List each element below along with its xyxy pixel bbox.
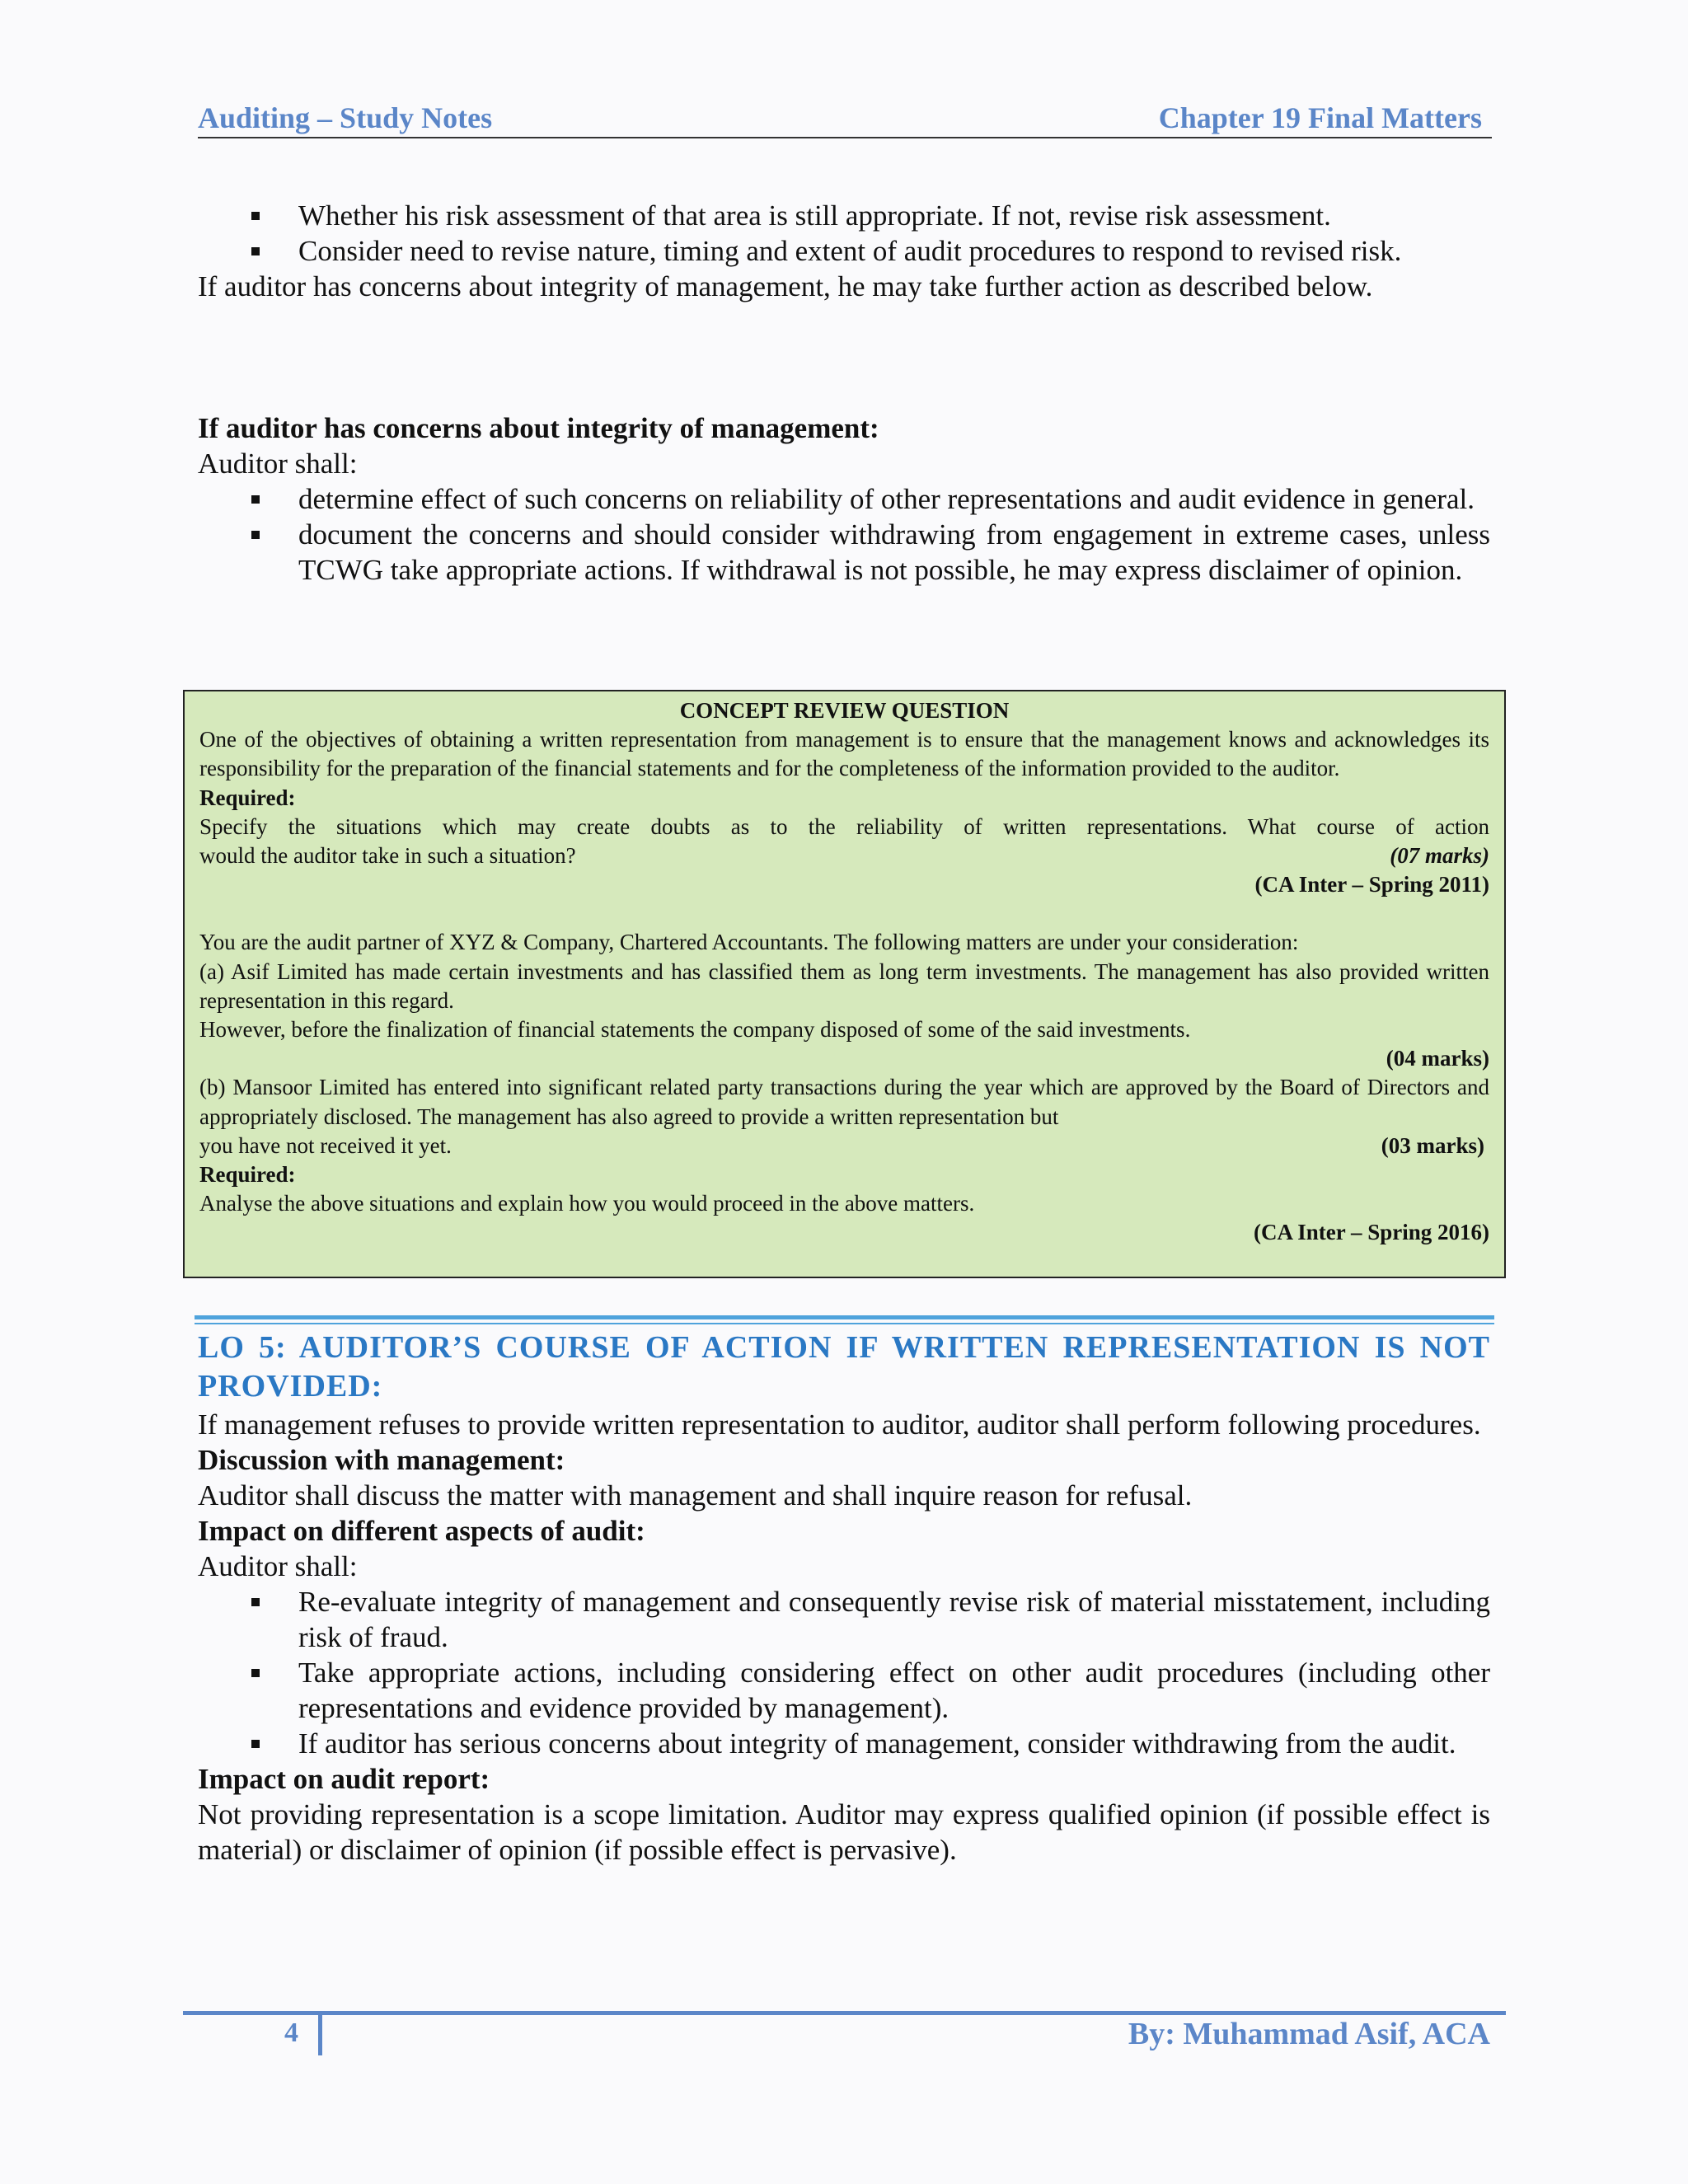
concept-box-title: CONCEPT REVIEW QUESTION (679, 698, 1010, 723)
top-bullet-list (198, 198, 1490, 269)
paragraph: Auditor shall: (198, 1550, 358, 1582)
list-item: Whether his risk assessment of that area is still appropriate. If not, revise risk assessment. (198, 198, 1490, 233)
header-divider (198, 137, 1492, 138)
list-item: Take appropriate actions, including considering effect on other audit procedures (including other representations and evidence provided by management). (198, 1655, 1490, 1726)
question-required-text: Analyse the above situations and explain how you would proceed in the above matters. (199, 1191, 975, 1216)
list-item: Re-evaluate integrity of management and consequently revise risk of material misstatement, including risk of fraud. (198, 1584, 1490, 1655)
paragraph: Not providing representation is a scope limitation. Auditor may express qualified opinion (if possible effect is material) or disclaimer of opinion (if possible effect is pervasive). (198, 1798, 1490, 1866)
list-item: document the concerns and should consider withdrawing from engagement in extreme cases, unless TCWG take appropriate actions. If withdrawal is not possible, he may express disclaimer of opinion. (198, 517, 1490, 588)
marks-label: (04 marks) (1386, 1046, 1489, 1071)
list-item: determine effect of such concerns on reliability of other representations and audit evidence in general. (198, 481, 1490, 517)
question-row (199, 841, 1489, 870)
top-section (198, 198, 1490, 304)
header-subject-title: Auditing – Study Notes (198, 101, 493, 134)
footer-author: By: Muhammad Asif, ACA (1128, 2017, 1490, 2051)
question-text: (b) Mansoor Limited has entered into significant related party transactions during the year which are approved by the Board of Directors and appropriately disclosed. The management has also agreed to provide a written representation but (199, 1075, 1489, 1129)
subheading-audit-report: Impact on audit report: (198, 1763, 490, 1795)
paragraph: If management refuses to provide written representation to auditor, auditor shall perform following procedures. (198, 1408, 1481, 1441)
page-number: 4 (284, 2018, 298, 2048)
question-required-text: Specify the situations which may create doubts as to the reliability of written representations. What course of action (199, 813, 1489, 839)
question-text: you have not received it yet. (199, 1132, 452, 1158)
required-label: Required: (199, 1162, 296, 1188)
concept-review-box (183, 690, 1506, 1278)
subheading-impact-aspects: Impact on different aspects of audit: (198, 1515, 645, 1547)
footer-divider (183, 2011, 1506, 2015)
paragraph: If auditor has concerns about integrity of management, he may take further action as described below. (198, 270, 1373, 302)
question-required-text: would the auditor take in such a situation? (199, 843, 576, 869)
section-divider (195, 1315, 1494, 1319)
paragraph: Auditor shall discuss the matter with management and shall inquire reason for refusal. (198, 1479, 1193, 1511)
list-item: If auditor has serious concerns about integrity of management, consider withdrawing from the audit. (198, 1726, 1490, 1761)
paragraph: Auditor shall: (198, 448, 358, 480)
marks-label: (07 marks) (1390, 843, 1489, 869)
question-text: You are the audit partner of XYZ & Company, Chartered Accountants. The following matters are under your consideration: (199, 930, 1299, 955)
marks-label: (03 marks) (1381, 1132, 1484, 1158)
section-divider (195, 1323, 1494, 1324)
lo5-heading: LO 5: AUDITOR’S COURSE OF ACTION IF WRITTEN REPRESENTATION IS NOT PROVIDED: (198, 1330, 1490, 1404)
question-source: (CA Inter – Spring 2011) (1254, 872, 1489, 898)
integrity-section (198, 410, 1490, 588)
required-label: Required: (199, 785, 296, 810)
question-text: (a) Asif Limited has made certain investments and has classified them as long term investments. The management has also provided written representation in this regard. (199, 958, 1489, 1013)
header-chapter-title: Chapter 19 Final Matters (1158, 101, 1482, 134)
integrity-bullet-list (198, 481, 1490, 588)
section-heading: If auditor has concerns about integrity of management: (198, 412, 879, 444)
question-source: (CA Inter – Spring 2016) (1253, 1220, 1489, 1245)
impact-bullet-list (198, 1584, 1490, 1761)
footer-page-separator (318, 2013, 322, 2055)
question-row (199, 1132, 1489, 1160)
list-item: Consider need to revise nature, timing and extent of audit procedures to respond to revised risk. (198, 233, 1490, 269)
lo5-section (198, 1407, 1490, 1868)
subheading-discussion: Discussion with management: (198, 1444, 565, 1476)
question-text: One of the objectives of obtaining a written representation from management is to ensure that the management knows and acknowledges its responsibility for the preparation of the financial statements and for the completeness of the information provided to the auditor. (199, 727, 1489, 781)
question-text: However, before the finalization of financial statements the company disposed of some of the said investments. (199, 1017, 1191, 1043)
